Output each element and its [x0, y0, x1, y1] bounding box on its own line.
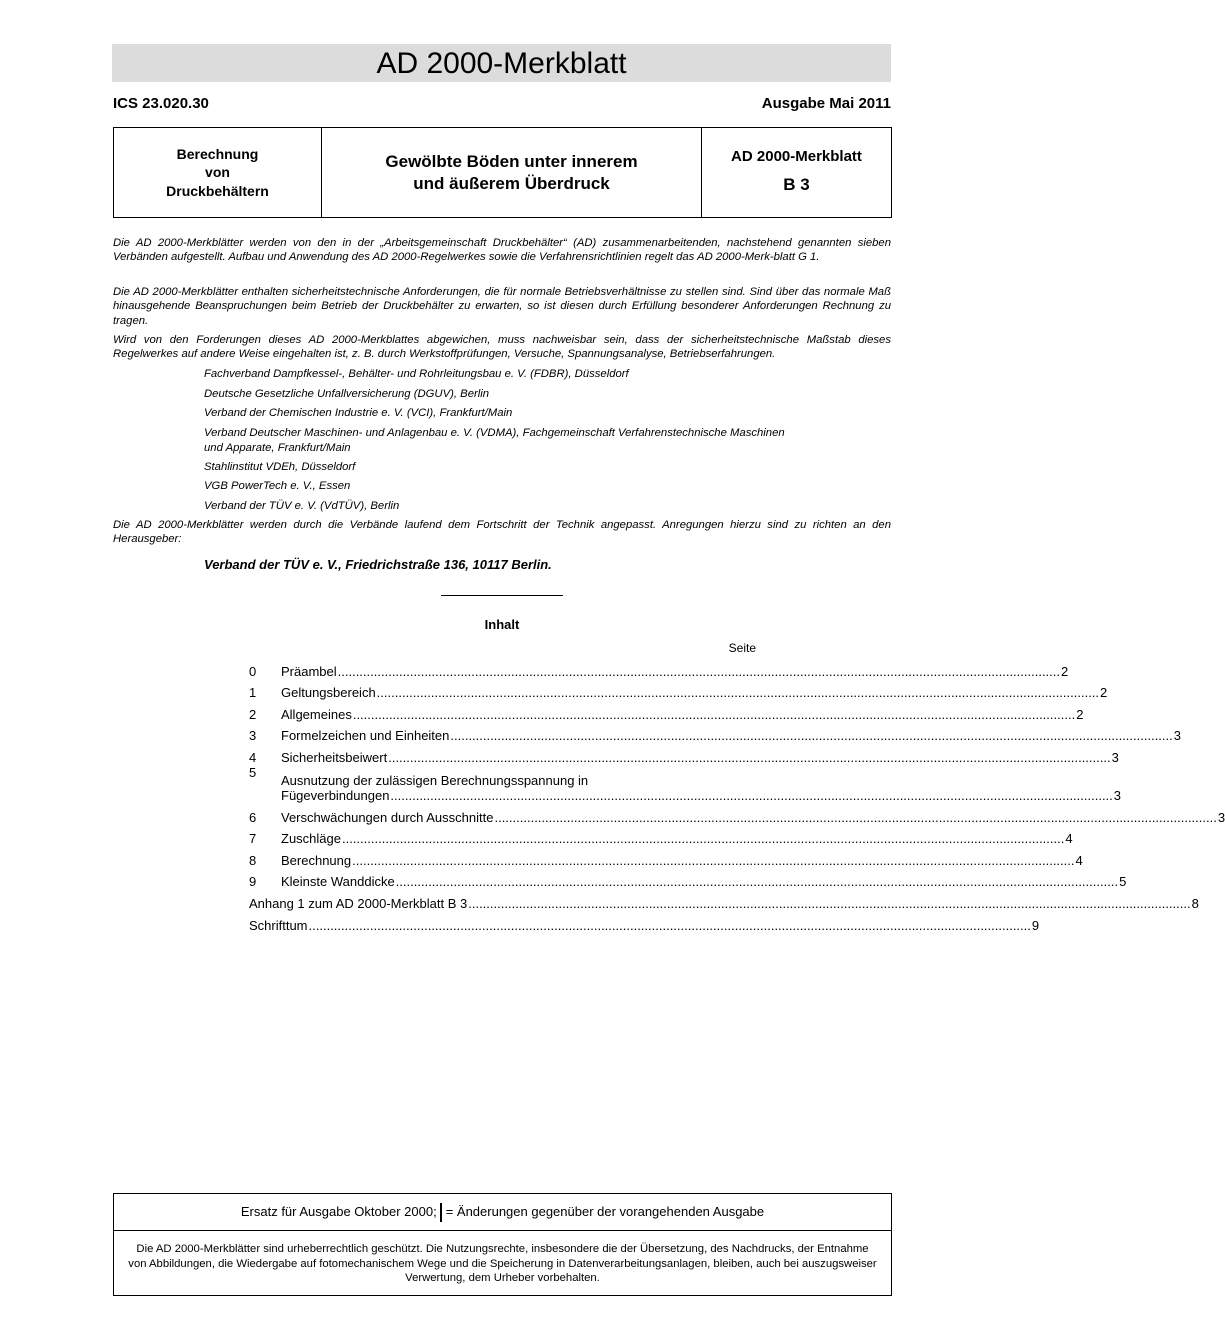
- ics-code: ICS 23.020.30: [113, 95, 209, 112]
- toc-entry-page: 2: [1100, 685, 1108, 701]
- toc-entry-label: Schrifttum: [249, 917, 308, 933]
- toc-entry[interactable]: [249, 803, 1225, 825]
- toc-entry-number: 6: [249, 809, 257, 825]
- toc-entry-label: Präambel: [281, 663, 337, 679]
- category-line: Druckbehältern: [166, 182, 269, 199]
- toc-entry-label: Allgemeines: [281, 706, 352, 722]
- changes-note: = Änderungen gegenüber der vorangehenden Ausgabe: [445, 1204, 765, 1219]
- publisher-address: Verband der TÜV e. V., Friedrichstraße 136, 10117 Berlin.: [204, 557, 552, 572]
- divider-line: [441, 595, 563, 596]
- edition-date: Ausgabe Mai 2011: [761, 95, 891, 112]
- toc-entry-page: 9: [1031, 917, 1040, 933]
- toc-entry-number: 9: [249, 874, 257, 890]
- header-table: [113, 127, 892, 218]
- toc-entry[interactable]: [249, 700, 1084, 722]
- toc-entry-number: 1: [249, 685, 257, 701]
- toc-entry-label: Formelzeichen und Einheiten: [281, 728, 450, 744]
- toc-entry-page: 3: [1111, 749, 1119, 765]
- intro-paragraph-2: Die AD 2000-Merkblätter enthalten sicherheitstechnische Anforderungen, die für normale Betriebsverhältnisse zu stellen sind. Sind über das normale Maß hinausgehende Beanspruchungen beim Betrieb der Druckbehälter zu erwarten, so ist diesen durch Erfüllung besonderer Anforderungen Rechnung zu tragen.: [113, 286, 891, 327]
- footer-box: [113, 1193, 892, 1296]
- toc-entry-number: 3: [249, 728, 257, 744]
- toc-leader-dots: ........................................................................................................................................................................................................: [468, 895, 1191, 911]
- footer-edition-note: [114, 1194, 891, 1231]
- toc-entry-line2: [281, 788, 1121, 803]
- document-title: AD 2000-Merkblatt: [112, 44, 891, 82]
- toc-page-label: Seite: [728, 641, 756, 655]
- toc-leader-dots: ........................................................................................................................................................................................................: [341, 831, 1065, 847]
- toc-entry-label: Ausnutzung der zulässigen Berechnungsspannung in: [281, 772, 589, 788]
- toc-leader-dots: ........................................................................................................................................................................................................: [376, 685, 1100, 701]
- intro-paragraph-3: Wird von den Forderungen dieses AD 2000-Merkblattes abgewichen, muss nachweisbar sein, dass der sicherheitstechnische Maßstab dieses Regelwerkes auf andere Weise eingehalten ist, z. B. durch Werkstoffprüfungen, Versuche, Spannungsanalyse, Betriebserfahrungen.: [113, 334, 891, 361]
- toc-entry-number: 0: [249, 663, 257, 679]
- toc-entry-page: 3: [1113, 787, 1122, 803]
- toc-leader-dots: ........................................................................................................................................................................................................: [395, 874, 1119, 890]
- toc-entry-number: 2: [249, 706, 257, 722]
- toc-entry[interactable]: [249, 868, 1127, 890]
- table-of-contents: [249, 657, 1225, 933]
- toc-entry-label: Geltungsbereich: [281, 685, 376, 701]
- toc-entry-page: 4: [1075, 852, 1083, 868]
- toc-entry[interactable]: [249, 846, 1083, 868]
- replaces-edition: Ersatz für Ausgabe Oktober 2000;: [240, 1204, 437, 1219]
- toc-heading: Inhalt: [484, 617, 520, 632]
- toc-leader-dots: ........................................................................................................................................................................................................: [494, 809, 1217, 825]
- intro-paragraph-1: Die AD 2000-Merkblätter werden von den in der „Arbeitsgemeinschaft Druckbehälter“ (AD) zusammenarbeitenden, nachstehend genannten sieben Verbänden aufgestellt. Aufbau und Anwendung des AD 2000-Regelwerkes sowie die Verfahrensrichtlinien regelt das AD 2000-Merk-blatt G 1.: [113, 237, 891, 264]
- toc-leader-dots: ........................................................................................................................................................................................................: [352, 852, 1075, 868]
- copyright-notice: Die AD 2000-Merkblätter sind urheberrechtlich geschützt. Die Nutzungsrechte, insbesondere die der Übersetzung, des Nachdrucks, der Entnahme von Abbildungen, die Wiedergabe auf fotomechanischem Wege und die Speicherung in Datenverarbeitungsanlagen, bleiben, auch bei auszugsweiser Verwertung, dem Urheber vorbehalten.: [128, 1243, 877, 1284]
- toc-entry[interactable]: [249, 764, 1122, 803]
- toc-entry-number: 4: [249, 749, 257, 765]
- organization-item: Verband der TÜV e. V. (VdTÜV), Berlin: [204, 500, 400, 512]
- toc-entry-page: 3: [1173, 728, 1181, 744]
- toc-entry[interactable]: [249, 743, 1119, 765]
- organization-item: Stahlinstitut VDEh, Düsseldorf: [204, 461, 356, 473]
- change-marker-icon: [440, 1203, 442, 1222]
- organization-item: Verband Deutscher Maschinen- und Anlagenbau e. V. (VDMA), Fachgemeinschaft Verfahrenstechnische Maschinen: [204, 427, 785, 439]
- subject-line: und äußerem Überdruck: [413, 173, 610, 193]
- toc-entry-page: 3: [1217, 809, 1225, 825]
- intro-paragraph-4: Die AD 2000-Merkblätter werden durch die Verbände laufend dem Fortschritt der Technik angepasst. Anregungen hierzu sind zu richten an den Herausgeber:: [113, 519, 891, 546]
- toc-entry-page: 4: [1065, 831, 1073, 847]
- toc-entry-label: Zuschläge: [281, 831, 341, 847]
- toc-entry[interactable]: [249, 657, 1069, 679]
- toc-leader-dots: ........................................................................................................................................................................................................: [388, 749, 1111, 765]
- toc-entry[interactable]: [249, 889, 1199, 911]
- toc-leader-dots: ........................................................................................................................................................................................................: [352, 706, 1076, 722]
- toc-entry-page: 2: [1061, 663, 1069, 679]
- toc-entry[interactable]: [249, 911, 1040, 933]
- toc-entry[interactable]: [249, 679, 1108, 701]
- toc-entry[interactable]: [249, 722, 1181, 744]
- toc-entry-label-wrap: [281, 773, 1121, 803]
- toc-entry-label: Fügeverbindungen: [281, 787, 390, 803]
- category-cell: [114, 128, 322, 217]
- subject-cell: [322, 128, 702, 217]
- sheet-code: B 3: [783, 175, 810, 194]
- toc-entry-label: Kleinste Wanddicke: [281, 874, 395, 890]
- toc-leader-dots: ........................................................................................................................................................................................................: [390, 787, 1113, 803]
- toc-entry-label: Sicherheitsbeiwert: [281, 749, 388, 765]
- toc-leader-dots: ........................................................................................................................................................................................................: [308, 917, 1031, 933]
- toc-entry-page: 8: [1191, 895, 1199, 911]
- toc-entry-number: 8: [249, 852, 257, 868]
- organization-item: Fachverband Dampfkessel-, Behälter- und Rohrleitungsbau e. V. (FDBR), Düsseldorf: [204, 368, 629, 380]
- toc-leader-dots: ........................................................................................................................................................................................................: [337, 663, 1061, 679]
- organization-item: VGB PowerTech e. V., Essen: [204, 480, 351, 492]
- organization-item: und Apparate, Frankfurt/Main: [204, 442, 351, 454]
- toc-entry-number: 7: [249, 831, 257, 847]
- toc-entry-label: Verschwächungen durch Ausschnitte: [281, 809, 494, 825]
- toc-entry-label: Anhang 1 zum AD 2000-Merkblatt B 3: [249, 895, 468, 911]
- toc-entry-page: 2: [1076, 706, 1084, 722]
- toc-leader-dots: ........................................................................................................................................................................................................: [450, 728, 1173, 744]
- category-line: Berechnung: [176, 145, 259, 162]
- organization-item: Verband der Chemischen Industrie e. V. (VCI), Frankfurt/Main: [204, 407, 513, 419]
- sheet-name: AD 2000-Merkblatt: [731, 148, 862, 165]
- category-line: von: [205, 164, 230, 181]
- toc-entry-label: Berechnung: [281, 852, 352, 868]
- sheet-id-cell: [702, 128, 891, 217]
- toc-entry-page: 5: [1119, 874, 1127, 890]
- toc-entry[interactable]: [249, 825, 1073, 847]
- subject-line: Gewölbte Böden unter innerem: [385, 151, 638, 171]
- toc-entry-number: 5: [249, 764, 257, 780]
- organization-item: Deutsche Gesetzliche Unfallversicherung (DGUV), Berlin: [204, 388, 490, 400]
